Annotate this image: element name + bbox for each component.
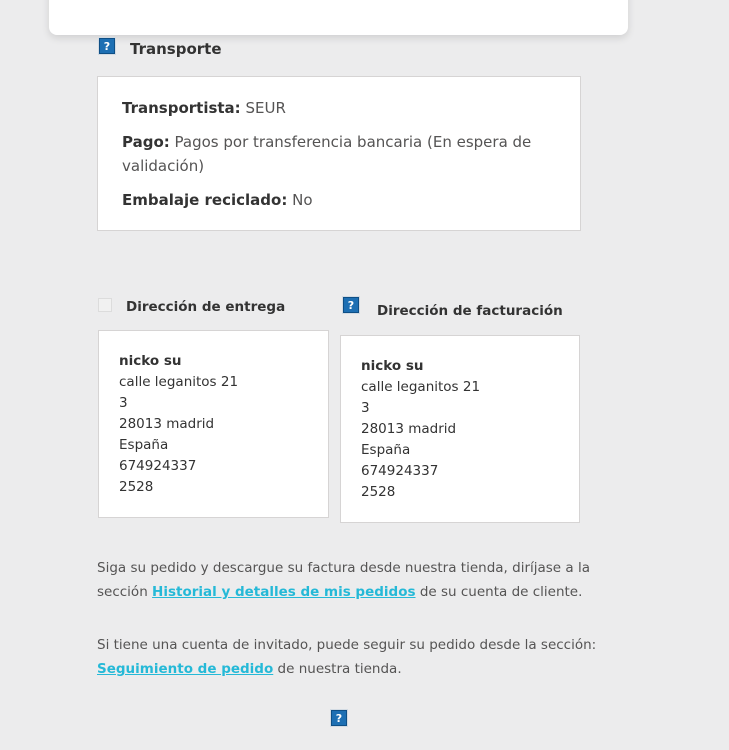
delivery-checkbox[interactable] — [98, 298, 112, 312]
delivery-address-box — [98, 330, 329, 518]
address-line: 28013 madrid — [119, 416, 215, 432]
guest-note-suffix: de nuestra tienda. — [273, 661, 402, 677]
address-line: 28013 madrid — [361, 421, 457, 437]
guest-tracking-note — [97, 633, 617, 681]
top-card — [49, 0, 628, 35]
payment-value: Pagos por transferencia bancaria (En espera de validación) — [122, 133, 532, 175]
question-icon: ? — [99, 38, 115, 54]
address-line: nicko su — [119, 353, 182, 369]
follow-note-suffix: de su cuenta de cliente. — [415, 584, 583, 600]
carrier-label: Transportista: — [122, 99, 241, 117]
address-line: España — [361, 442, 411, 458]
transport-heading: Transporte — [130, 40, 222, 58]
address-line: calle leganitos 21 — [119, 374, 239, 390]
address-line: 674924337 — [361, 463, 439, 479]
delivery-address-heading: Dirección de entrega — [126, 299, 286, 315]
address-line: 3 — [119, 395, 128, 411]
recycled-label: Embalaje reciclado: — [122, 191, 288, 209]
payment-line — [122, 130, 556, 178]
address-line: 2528 — [119, 479, 154, 495]
invoice-address-box — [340, 335, 580, 523]
recycled-line — [122, 188, 556, 212]
order-history-link[interactable]: Historial y detalles de mis pedidos — [152, 584, 416, 600]
invoice-address-heading: Dirección de facturación — [377, 303, 563, 319]
recycled-value: No — [292, 191, 313, 209]
order-tracking-link[interactable]: Seguimiento de pedido — [97, 661, 274, 677]
address-line: España — [119, 437, 169, 453]
carrier-line — [122, 96, 556, 120]
address-line: 3 — [361, 400, 370, 416]
address-line: nicko su — [361, 358, 424, 374]
carrier-value: SEUR — [245, 99, 286, 117]
question-icon: ? — [343, 297, 359, 313]
payment-label: Pago: — [122, 133, 170, 151]
address-line: 674924337 — [119, 458, 197, 474]
follow-order-note — [97, 556, 617, 604]
guest-note-prefix: Si tiene una cuenta de invitado, puede seguir su pedido desde la sección: — [97, 637, 597, 653]
transport-box — [97, 76, 581, 231]
follow-note-prefix: Siga su pedido y descargue su factura desde nuestra tienda, diríjase a la sección — [97, 560, 590, 600]
address-line: calle leganitos 21 — [361, 379, 481, 395]
address-line: 2528 — [361, 484, 396, 500]
question-icon: ? — [331, 710, 347, 726]
